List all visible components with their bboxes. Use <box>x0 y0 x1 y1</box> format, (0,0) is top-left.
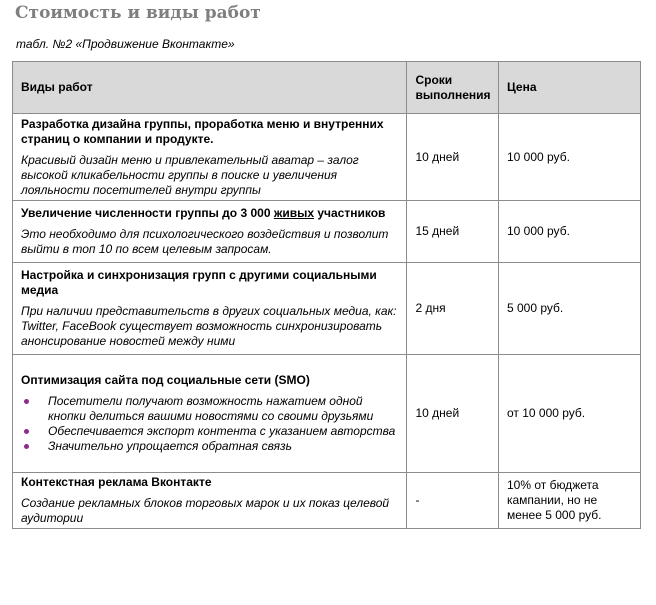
work-title-part: участников <box>314 206 386 220</box>
benefits-list <box>21 394 398 454</box>
work-title: Настройка и синхронизация групп с другими социальными медиа <box>21 268 377 297</box>
table-row <box>13 114 641 201</box>
pricing-table <box>12 61 641 529</box>
price-cell: 5 000 руб. <box>498 263 640 355</box>
table-row <box>13 201 641 263</box>
table-caption: табл. №2 «Продвижение Вконтакте» <box>16 37 235 51</box>
list-item <box>21 394 398 424</box>
table-row <box>13 263 641 355</box>
term-cell: 10 дней <box>407 355 499 473</box>
work-cell <box>13 355 407 473</box>
work-cell <box>13 263 407 355</box>
work-title <box>21 206 398 221</box>
header-terms: Сроки выполнения <box>407 62 499 114</box>
list-item <box>21 424 398 439</box>
work-cell <box>13 201 407 263</box>
list-item-text: Обеспечивается экспорт контента с указанием авторства <box>48 424 396 438</box>
price-cell: от 10 000 руб. <box>498 355 640 473</box>
term-cell: 10 дней <box>407 114 499 201</box>
list-item-text: Значительно упрощается обратная связь <box>48 439 292 453</box>
term-cell: 15 дней <box>407 201 499 263</box>
work-title: Разработка дизайна группы, проработка меню и внутренних страниц о компании и продукте. <box>21 116 384 146</box>
list-item-text: Посетители получают возможность нажатием одной кнопки делиться вашими новостями со своими друзьями <box>48 394 374 423</box>
price-cell: 10% от бюджета кампании, но не менее 5 000 руб. <box>498 473 640 529</box>
table-header-row <box>13 62 641 114</box>
work-cell <box>13 473 407 529</box>
header-work-types: Виды работ <box>13 62 407 114</box>
work-description: Красивый дизайн меню и привлекательный аватар – залог высокой кликабельности группы в поиске и увеличения лояльности посетителей внутри группы <box>21 152 359 197</box>
work-description: Это необходимо для психологического воздействия и позволит выйти в топ 10 по всем целевым запросам. <box>21 227 389 256</box>
table-row <box>13 473 641 529</box>
work-title-underlined: живых <box>273 206 315 220</box>
work-title: Оптимизация сайта под социальные сети (SMO) <box>21 373 310 387</box>
work-description: Создание рекламных блоков торговых марок и их показ целевой аудитории <box>21 496 390 525</box>
price-cell: 10 000 руб. <box>498 114 640 201</box>
list-item <box>21 439 398 454</box>
work-description: При наличии представительств в других социальных медиа, как: Twitter, FaceBook существует возможность синхронизировать анонсирование новостей между ними <box>21 304 397 348</box>
bullet-dot-icon <box>24 399 29 404</box>
term-cell: - <box>407 473 499 529</box>
bullet-dot-icon <box>24 444 29 449</box>
term-cell: 2 дня <box>407 263 499 355</box>
work-cell <box>13 114 407 201</box>
price-cell: 10 000 руб. <box>498 201 640 263</box>
section-heading: Стоимость и виды работ <box>15 3 261 23</box>
work-title-part: Увеличение численности группы до 3 000 <box>21 206 274 220</box>
table-row <box>13 355 641 473</box>
header-price: Цена <box>498 62 640 114</box>
bullet-dot-icon <box>24 429 29 434</box>
work-title: Контекстная реклама Вконтакте <box>21 475 212 489</box>
